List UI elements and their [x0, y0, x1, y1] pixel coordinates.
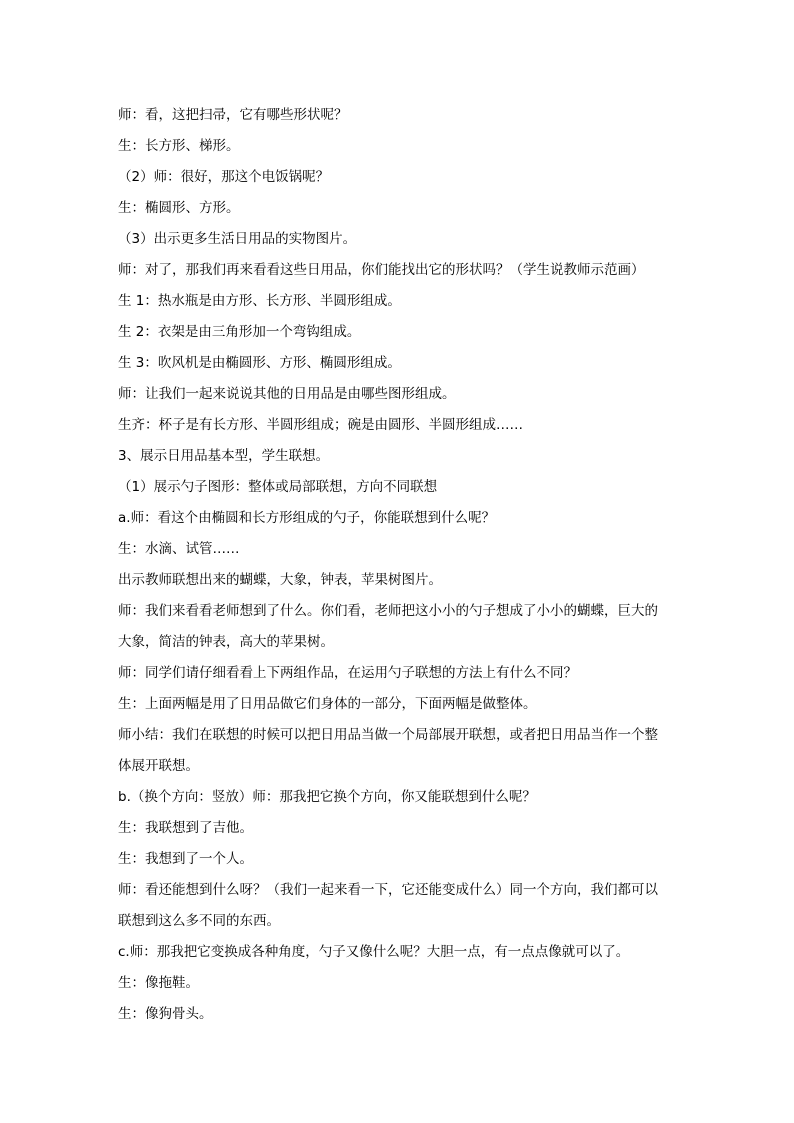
- text-line: 师：同学们请仔细看看上下两组作品，在运用勺子联想的方法上有什么不同？: [118, 665, 577, 681]
- text-line: c.师：那我把它变换成各种角度，勺子又像什么呢？大胆一点，有一点点像就可以了。: [118, 944, 630, 960]
- text-line: 生：上面两幅是用了日用品做它们身体的一部分，下面两幅是做整体。: [118, 696, 537, 712]
- text-line: 生 3：吹风机是由椭圆形、方形、椭圆形组成。: [118, 355, 401, 371]
- document-body: [118, 100, 678, 1030]
- text-line: 生：我联想到了吉他。: [118, 820, 253, 836]
- text-line: 师：看还能想到什么呀？（我们一起来看一下，它还能变成什么）同一个方向，我们都可以: [118, 882, 658, 898]
- text-line: 3、展示日用品基本型，学生联想。: [118, 448, 330, 464]
- text-line: 师：看，这把扫帚，它有哪些形状呢？: [118, 107, 348, 123]
- text-line: 生齐：杯子是有长方形、半圆形组成；碗是由圆形、半圆形组成……: [118, 417, 523, 433]
- text-line: 生：长方形、梯形。: [118, 138, 240, 154]
- text-line: 生 2：衣架是由三角形加一个弯钩组成。: [118, 324, 361, 340]
- text-line: 生 1：热水瓶是由方形、长方形、半圆形组成。: [118, 293, 401, 309]
- text-line: 师：让我们一起来说说其他的日用品是由哪些图形组成。: [118, 386, 456, 402]
- text-line: 体展开联想。: [118, 758, 199, 774]
- text-line: b.（换个方向：竖放）师：那我把它换个方向，你又能联想到什么呢？: [118, 789, 536, 805]
- text-line: a.师：看这个由椭圆和长方形组成的勺子，你能联想到什么呢？: [118, 510, 496, 526]
- text-line: 生：我想到了一个人。: [118, 851, 253, 867]
- text-line: （3）出示更多生活日用品的实物图片。: [118, 231, 357, 247]
- text-line: 生：像拖鞋。: [118, 975, 199, 991]
- text-line: 生：像狗骨头。: [118, 1006, 213, 1022]
- text-line: 联想到这么多不同的东西。: [118, 913, 280, 929]
- text-line: （2）师：很好，那这个电饭锅呢？: [118, 169, 330, 185]
- text-line: 生：椭圆形、方形。: [118, 200, 240, 216]
- text-line: 出示教师联想出来的蝴蝶，大象，钟表，苹果树图片。: [118, 572, 442, 588]
- text-line: 大象，简洁的钟表，高大的苹果树。: [118, 634, 334, 650]
- text-line: 师：对了，那我们再来看看这些日用品，你们能找出它的形状吗？（学生说教师示范画）: [118, 262, 645, 278]
- text-line: 师小结：我们在联想的时候可以把日用品当做一个局部展开联想，或者把日用品当作一个整: [118, 727, 658, 743]
- text-line: （1）展示勺子图形：整体或局部联想，方向不同联想: [118, 479, 438, 495]
- text-line: 生：水滴、试管……: [118, 541, 240, 557]
- text-line: 师：我们来看看老师想到了什么。你们看，老师把这小小的勺子想成了小小的蝴蝶，巨大的: [118, 603, 658, 619]
